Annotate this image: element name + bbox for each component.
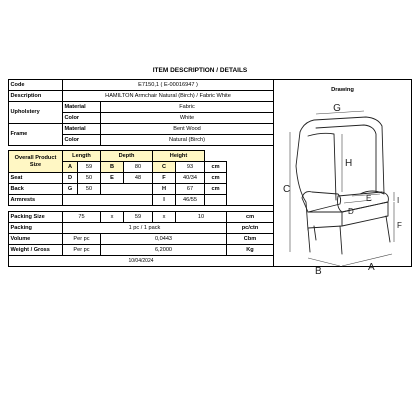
weight-per: Per pc — [63, 245, 101, 256]
seat-height-value: 40/34 — [176, 173, 205, 184]
seat-label: Seat — [9, 173, 63, 184]
overall-depth-letter: B — [101, 162, 124, 173]
letter-g: G — [333, 103, 341, 114]
spec-table — [8, 79, 412, 277]
packing-size-1: 75 — [63, 212, 101, 223]
letter-c: C — [283, 184, 291, 195]
seat-length-letter: D — [63, 173, 78, 184]
frame-material-value: Bent Wood — [101, 124, 274, 135]
code-label: Code — [9, 80, 63, 91]
weight-unit: Kg — [227, 245, 274, 256]
overall-unit: cm — [205, 162, 227, 173]
packing-size-unit: cm — [227, 212, 274, 223]
letter-b: B — [315, 266, 322, 277]
letter-f: F — [397, 221, 402, 230]
packing-label: Packing — [9, 223, 63, 234]
frame-label: Frame — [9, 124, 63, 146]
chair-wing-inner — [308, 133, 336, 200]
depth-header: Depth — [101, 151, 153, 162]
drawing-panel — [274, 80, 412, 277]
frame-color-value: Natural (Birch) — [101, 135, 274, 146]
packing-size-x1: x — [101, 212, 124, 223]
letter-d: D — [348, 207, 354, 216]
volume-per: Per pc — [63, 234, 101, 245]
description-value: HAMILTON Armchair Natural (Birch) / Fabric White — [63, 91, 274, 102]
weight-label: Weight / Gross — [9, 245, 63, 256]
letter-h: H — [345, 158, 353, 169]
chair-leg-back-left — [314, 226, 316, 240]
back-unit: cm — [205, 184, 227, 195]
dimension-line-a — [342, 254, 392, 266]
dimension-line-b — [308, 258, 340, 266]
letter-a: A — [368, 262, 375, 273]
weight-value: 6,2000 — [101, 245, 227, 256]
overall-length-value: 59 — [78, 162, 101, 173]
upholstery-material-value: Fabric — [101, 102, 274, 113]
upholstery-material-label: Material — [63, 102, 101, 113]
back-length-value: 50 — [78, 184, 101, 195]
upholstery-color-label: Color — [63, 113, 101, 124]
overall-height-letter: C — [153, 162, 176, 173]
armrests-label: Armrests — [9, 195, 63, 206]
chair-leg-front-right — [340, 226, 342, 254]
chair-seat-front — [308, 212, 342, 228]
back-height-letter: H — [153, 184, 176, 195]
overall-size-label: Overall Product Size — [9, 151, 63, 173]
volume-label: Volume — [9, 234, 63, 245]
armchair-drawing — [282, 102, 406, 284]
frame-material-label: Material — [63, 124, 101, 135]
packing-size-2: 59 — [124, 212, 153, 223]
armrests-height-letter: I — [153, 195, 176, 206]
packing-value: 1 pc / 1 pack — [63, 223, 227, 234]
overall-depth-value: 80 — [124, 162, 153, 173]
overall-length-letter: A — [63, 162, 78, 173]
letter-i: I — [397, 196, 400, 205]
seat-unit: cm — [205, 173, 227, 184]
description-label: Description — [9, 91, 63, 102]
code-value: E7150,1 ( E-00016947 ) — [63, 80, 274, 91]
seat-height-letter: F — [153, 173, 176, 184]
packing-size-3: 10 — [176, 212, 227, 223]
height-header: Height — [153, 151, 205, 162]
packing-size-label: Packing Size — [9, 212, 63, 223]
volume-value: 0,0443 — [101, 234, 227, 245]
back-length-letter: G — [63, 184, 78, 195]
document-date: 10/04/2024 — [9, 256, 274, 267]
volume-unit: Cbm — [227, 234, 274, 245]
sheet-title: ITEM DESCRIPTION / DETAILS — [152, 67, 248, 74]
packing-unit: pc/ctn — [227, 223, 274, 234]
chair-leg-back-right — [386, 216, 390, 242]
seat-depth-value: 48 — [124, 173, 153, 184]
back-label: Back — [9, 184, 63, 195]
chair-leg-front-left — [308, 228, 310, 252]
chair-wing-left — [296, 132, 308, 230]
packing-size-x2: x — [153, 212, 176, 223]
frame-color-label: Color — [63, 135, 101, 146]
overall-height-value: 93 — [176, 162, 205, 173]
length-header: Length — [63, 151, 101, 162]
seat-length-value: 50 — [78, 173, 101, 184]
drawing-label: Drawing — [331, 87, 354, 93]
back-height-value: 67 — [176, 184, 205, 195]
armrests-height-value: 46/55 — [176, 195, 205, 206]
chair-armrest — [302, 192, 341, 212]
upholstery-color-value: White — [101, 113, 274, 124]
letter-e: E — [366, 194, 372, 203]
upholstery-label: Upholstery — [9, 102, 63, 124]
seat-depth-letter: E — [101, 173, 124, 184]
